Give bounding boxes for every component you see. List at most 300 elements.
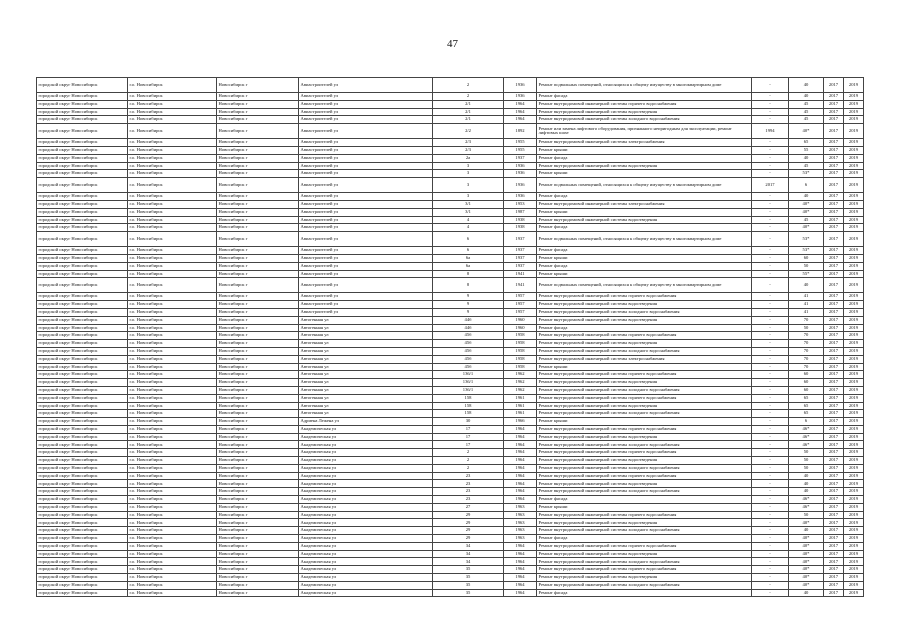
- previous-repair-cell: -: [752, 433, 789, 441]
- previous-repair-cell: -: [752, 200, 789, 208]
- previous-repair-cell: -: [752, 589, 789, 597]
- city-cell: Новосибирск г: [217, 332, 299, 340]
- cost-cell: 70: [789, 355, 824, 363]
- table-row: [37, 519, 864, 527]
- street-cell: Автогенная ул: [299, 316, 433, 324]
- municipality-cell: г.о. Новосибирск: [128, 550, 217, 558]
- end-year-cell: 2019: [844, 193, 864, 201]
- build-year-cell: 1964: [504, 566, 537, 574]
- table-row: [37, 441, 864, 449]
- city-cell: Новосибирск г: [217, 178, 299, 193]
- street-cell: Академическая ул: [299, 503, 433, 511]
- build-year-cell: 1964: [504, 116, 537, 124]
- build-year-cell: 1964: [504, 425, 537, 433]
- table-row: [37, 535, 864, 543]
- build-year-cell: 1938: [504, 216, 537, 224]
- cost-cell: 50: [789, 324, 824, 332]
- start-year-cell: 2017: [824, 386, 844, 394]
- start-year-cell: 2017: [824, 511, 844, 519]
- house-number-cell: 136/1: [433, 371, 504, 379]
- house-number-cell: 17: [433, 433, 504, 441]
- work-type-cell: Ремонт внутридомовой инженерной системы электроснабжения: [537, 355, 752, 363]
- end-year-cell: 2019: [844, 108, 864, 116]
- work-type-cell: Ремонт внутридомовой инженерной системы горячего водоснабжения: [537, 511, 752, 519]
- table-row: [37, 154, 864, 162]
- previous-repair-cell: -: [752, 418, 789, 426]
- cost-cell: 65: [789, 410, 824, 418]
- build-year-cell: 1964: [504, 581, 537, 589]
- end-year-cell: 2019: [844, 124, 864, 139]
- previous-repair-cell: -: [752, 355, 789, 363]
- table-row: [37, 208, 864, 216]
- build-year-cell: 1964: [504, 441, 537, 449]
- city-cell: Новосибирск г: [217, 386, 299, 394]
- table-row: [37, 116, 864, 124]
- street-cell: Академическая ул: [299, 566, 433, 574]
- previous-repair-cell: -: [752, 254, 789, 262]
- street-cell: Академическая ул: [299, 449, 433, 457]
- cost-cell: 40: [789, 193, 824, 201]
- municipality-cell: г.о. Новосибирск: [128, 503, 217, 511]
- okrug-cell: городской округ Новосибирск: [37, 262, 128, 270]
- municipality-cell: г.о. Новосибирск: [128, 324, 217, 332]
- cost-cell: 50: [789, 449, 824, 457]
- house-number-cell: 45б: [433, 332, 504, 340]
- city-cell: Новосибирск г: [217, 418, 299, 426]
- cost-cell: 60: [789, 386, 824, 394]
- house-number-cell: 2: [433, 457, 504, 465]
- house-number-cell: 35: [433, 574, 504, 582]
- table-row: [37, 178, 864, 193]
- cost-cell: 41: [789, 301, 824, 309]
- cost-cell: 40: [789, 78, 824, 93]
- build-year-cell: 1964: [504, 496, 537, 504]
- end-year-cell: 2019: [844, 433, 864, 441]
- house-number-cell: 29: [433, 511, 504, 519]
- street-cell: Автогенная ул: [299, 324, 433, 332]
- city-cell: Новосибирск г: [217, 464, 299, 472]
- okrug-cell: городской округ Новосибирск: [37, 324, 128, 332]
- start-year-cell: 2017: [824, 146, 844, 154]
- end-year-cell: 2019: [844, 316, 864, 324]
- cost-cell: 50: [789, 464, 824, 472]
- table-row: [37, 200, 864, 208]
- street-cell: Академическая ул: [299, 433, 433, 441]
- city-cell: Новосибирск г: [217, 247, 299, 255]
- table-row: [37, 480, 864, 488]
- street-cell: Академическая ул: [299, 488, 433, 496]
- house-number-cell: 8: [433, 278, 504, 293]
- end-year-cell: 2019: [844, 496, 864, 504]
- build-year-cell: 1937: [504, 232, 537, 247]
- start-year-cell: 2017: [824, 503, 844, 511]
- street-cell: Академическая ул: [299, 457, 433, 465]
- end-year-cell: 2019: [844, 542, 864, 550]
- build-year-cell: 1937: [504, 254, 537, 262]
- city-cell: Новосибирск г: [217, 200, 299, 208]
- table-row: [37, 472, 864, 480]
- cost-cell: 53*: [789, 247, 824, 255]
- street-cell: Авиастроителей ул: [299, 146, 433, 154]
- table-row: [37, 355, 864, 363]
- start-year-cell: 2017: [824, 93, 844, 101]
- cost-cell: 50: [789, 511, 824, 519]
- city-cell: Новосибирск г: [217, 170, 299, 178]
- end-year-cell: 2019: [844, 550, 864, 558]
- previous-repair-cell: -: [752, 224, 789, 232]
- work-type-cell: Ремонт внутридомовой инженерной системы водоотведения: [537, 574, 752, 582]
- okrug-cell: городской округ Новосибирск: [37, 208, 128, 216]
- table-row: [37, 457, 864, 465]
- municipality-cell: г.о. Новосибирск: [128, 558, 217, 566]
- end-year-cell: 2019: [844, 154, 864, 162]
- okrug-cell: городской округ Новосибирск: [37, 589, 128, 597]
- previous-repair-cell: -: [752, 108, 789, 116]
- city-cell: Новосибирск г: [217, 146, 299, 154]
- end-year-cell: 2019: [844, 441, 864, 449]
- city-cell: Новосибирск г: [217, 347, 299, 355]
- municipality-cell: г.о. Новосибирск: [128, 170, 217, 178]
- municipality-cell: г.о. Новосибирск: [128, 542, 217, 550]
- start-year-cell: 2017: [824, 363, 844, 371]
- table-row: [37, 93, 864, 101]
- work-type-cell: Ремонт внутридомовой инженерной системы электроснабжения: [537, 139, 752, 147]
- city-cell: Новосибирск г: [217, 324, 299, 332]
- table-row: [37, 589, 864, 597]
- start-year-cell: 2017: [824, 293, 844, 301]
- previous-repair-cell: -: [752, 139, 789, 147]
- work-type-cell: Ремонт или замена лифтового оборудования, признанного непригодным для эксплуатации, ремонт лифтовых шахт: [537, 124, 752, 139]
- build-year-cell: 1963: [504, 535, 537, 543]
- build-year-cell: 1938: [504, 224, 537, 232]
- start-year-cell: 2017: [824, 170, 844, 178]
- municipality-cell: г.о. Новосибирск: [128, 535, 217, 543]
- house-number-cell: 3: [433, 162, 504, 170]
- municipality-cell: г.о. Новосибирск: [128, 332, 217, 340]
- city-cell: Новосибирск г: [217, 535, 299, 543]
- cost-cell: 40*: [789, 519, 824, 527]
- house-number-cell: 29: [433, 519, 504, 527]
- okrug-cell: городской округ Новосибирск: [37, 574, 128, 582]
- end-year-cell: 2019: [844, 340, 864, 348]
- city-cell: Новосибирск г: [217, 496, 299, 504]
- previous-repair-cell: -: [752, 270, 789, 278]
- okrug-cell: городской округ Новосибирск: [37, 78, 128, 93]
- start-year-cell: 2017: [824, 316, 844, 324]
- work-type-cell: Ремонт внутридомовой инженерной системы холодного водоснабжения: [537, 116, 752, 124]
- street-cell: Авиастроителей ул: [299, 200, 433, 208]
- municipality-cell: г.о. Новосибирск: [128, 193, 217, 201]
- okrug-cell: городской округ Новосибирск: [37, 457, 128, 465]
- previous-repair-cell: -: [752, 193, 789, 201]
- table-row: [37, 254, 864, 262]
- city-cell: Новосибирск г: [217, 449, 299, 457]
- house-number-cell: 34: [433, 558, 504, 566]
- previous-repair-cell: -: [752, 301, 789, 309]
- okrug-cell: городской округ Новосибирск: [37, 386, 128, 394]
- okrug-cell: городской округ Новосибирск: [37, 316, 128, 324]
- city-cell: Новосибирск г: [217, 93, 299, 101]
- table-row: [37, 293, 864, 301]
- start-year-cell: 2017: [824, 371, 844, 379]
- build-year-cell: 1957: [504, 308, 537, 316]
- work-type-cell: Ремонт внутридомовой инженерной системы водоотведения: [537, 301, 752, 309]
- previous-repair-cell: -: [752, 457, 789, 465]
- work-type-cell: Ремонт внутридомовой инженерной системы водоотведения: [537, 162, 752, 170]
- end-year-cell: 2019: [844, 170, 864, 178]
- table-row: [37, 316, 864, 324]
- end-year-cell: 2019: [844, 472, 864, 480]
- previous-repair-cell: -: [752, 154, 789, 162]
- municipality-cell: г.о. Новосибирск: [128, 108, 217, 116]
- city-cell: Новосибирск г: [217, 208, 299, 216]
- end-year-cell: 2019: [844, 480, 864, 488]
- work-type-cell: Ремонт фасада: [537, 93, 752, 101]
- city-cell: Новосибирск г: [217, 308, 299, 316]
- table-row: [37, 402, 864, 410]
- street-cell: Авиастроителей ул: [299, 162, 433, 170]
- cost-cell: 46*: [789, 496, 824, 504]
- previous-repair-cell: -: [752, 550, 789, 558]
- start-year-cell: 2017: [824, 558, 844, 566]
- build-year-cell: 1955: [504, 146, 537, 154]
- build-year-cell: 1964: [504, 589, 537, 597]
- end-year-cell: 2019: [844, 293, 864, 301]
- work-type-cell: Ремонт крыши: [537, 270, 752, 278]
- end-year-cell: 2019: [844, 355, 864, 363]
- municipality-cell: г.о. Новосибирск: [128, 224, 217, 232]
- city-cell: Новосибирск г: [217, 511, 299, 519]
- end-year-cell: 2019: [844, 379, 864, 387]
- table-row: [37, 488, 864, 496]
- street-cell: Академическая ул: [299, 441, 433, 449]
- build-year-cell: 1964: [504, 542, 537, 550]
- city-cell: Новосибирск г: [217, 100, 299, 108]
- house-number-cell: 45б: [433, 340, 504, 348]
- table-row: [37, 146, 864, 154]
- start-year-cell: 2017: [824, 340, 844, 348]
- municipality-cell: г.о. Новосибирск: [128, 162, 217, 170]
- build-year-cell: 1936: [504, 162, 537, 170]
- okrug-cell: городской округ Новосибирск: [37, 464, 128, 472]
- end-year-cell: 2019: [844, 139, 864, 147]
- okrug-cell: городской округ Новосибирск: [37, 363, 128, 371]
- end-year-cell: 2019: [844, 371, 864, 379]
- work-type-cell: Ремонт внутридомовой инженерной системы горячего водоснабжения: [537, 394, 752, 402]
- table-row: [37, 270, 864, 278]
- start-year-cell: 2017: [824, 270, 844, 278]
- house-number-cell: 6: [433, 232, 504, 247]
- cost-cell: 40*: [789, 566, 824, 574]
- house-number-cell: 3: [433, 178, 504, 193]
- previous-repair-cell: -: [752, 574, 789, 582]
- previous-repair-cell: -: [752, 146, 789, 154]
- okrug-cell: городской округ Новосибирск: [37, 402, 128, 410]
- city-cell: Новосибирск г: [217, 488, 299, 496]
- house-number-cell: 2: [433, 449, 504, 457]
- house-number-cell: 44б: [433, 324, 504, 332]
- house-number-cell: 3: [433, 170, 504, 178]
- build-year-cell: 1937: [504, 247, 537, 255]
- cost-cell: 40*: [789, 124, 824, 139]
- table-row: [37, 216, 864, 224]
- start-year-cell: 2017: [824, 116, 844, 124]
- municipality-cell: г.о. Новосибирск: [128, 386, 217, 394]
- street-cell: Академическая ул: [299, 472, 433, 480]
- build-year-cell: 1966: [504, 418, 537, 426]
- table-row: [37, 410, 864, 418]
- capital-repair-table: [36, 77, 864, 597]
- table-row: [37, 386, 864, 394]
- city-cell: Новосибирск г: [217, 457, 299, 465]
- table-row: [37, 566, 864, 574]
- city-cell: Новосибирск г: [217, 124, 299, 139]
- okrug-cell: городской округ Новосибирск: [37, 216, 128, 224]
- street-cell: Академическая ул: [299, 527, 433, 535]
- house-number-cell: 45б: [433, 347, 504, 355]
- city-cell: Новосибирск г: [217, 558, 299, 566]
- okrug-cell: городской округ Новосибирск: [37, 200, 128, 208]
- end-year-cell: 2019: [844, 386, 864, 394]
- table-row: [37, 108, 864, 116]
- cost-cell: 40*: [789, 581, 824, 589]
- city-cell: Новосибирск г: [217, 441, 299, 449]
- work-type-cell: Ремонт внутридомовой инженерной системы холодного водоснабжения: [537, 347, 752, 355]
- end-year-cell: 2019: [844, 324, 864, 332]
- house-number-cell: 35: [433, 581, 504, 589]
- end-year-cell: 2019: [844, 216, 864, 224]
- cost-cell: 45: [789, 100, 824, 108]
- end-year-cell: 2019: [844, 503, 864, 511]
- end-year-cell: 2019: [844, 394, 864, 402]
- city-cell: Новосибирск г: [217, 139, 299, 147]
- house-number-cell: 17: [433, 441, 504, 449]
- okrug-cell: городской округ Новосибирск: [37, 293, 128, 301]
- street-cell: Академическая ул: [299, 550, 433, 558]
- end-year-cell: 2019: [844, 332, 864, 340]
- page-number: 47: [447, 38, 458, 50]
- work-type-cell: Ремонт внутридомовой инженерной системы водоотведения: [537, 340, 752, 348]
- city-cell: Новосибирск г: [217, 262, 299, 270]
- previous-repair-cell: -: [752, 379, 789, 387]
- house-number-cell: 45б: [433, 363, 504, 371]
- house-number-cell: 136/1: [433, 379, 504, 387]
- start-year-cell: 2017: [824, 347, 844, 355]
- previous-repair-cell: -: [752, 480, 789, 488]
- end-year-cell: 2019: [844, 589, 864, 597]
- cost-cell: 55*: [789, 270, 824, 278]
- build-year-cell: 1958: [504, 332, 537, 340]
- work-type-cell: Ремонт фасада: [537, 154, 752, 162]
- work-type-cell: Ремонт внутридомовой инженерной системы холодного водоснабжения: [537, 410, 752, 418]
- house-number-cell: 2: [433, 464, 504, 472]
- build-year-cell: 1964: [504, 100, 537, 108]
- okrug-cell: городской округ Новосибирск: [37, 371, 128, 379]
- okrug-cell: городской округ Новосибирск: [37, 355, 128, 363]
- city-cell: Новосибирск г: [217, 316, 299, 324]
- city-cell: Новосибирск г: [217, 425, 299, 433]
- house-number-cell: 2/1: [433, 100, 504, 108]
- build-year-cell: 1963: [504, 519, 537, 527]
- table-row: [37, 324, 864, 332]
- table-row: [37, 124, 864, 139]
- cost-cell: 65: [789, 139, 824, 147]
- start-year-cell: 2017: [824, 589, 844, 597]
- work-type-cell: Ремонт внутридомовой инженерной системы водоотведения: [537, 519, 752, 527]
- municipality-cell: г.о. Новосибирск: [128, 262, 217, 270]
- municipality-cell: г.о. Новосибирск: [128, 418, 217, 426]
- house-number-cell: 4: [433, 224, 504, 232]
- build-year-cell: 1892: [504, 124, 537, 139]
- cost-cell: 50: [789, 457, 824, 465]
- okrug-cell: городской округ Новосибирск: [37, 449, 128, 457]
- okrug-cell: городской округ Новосибирск: [37, 332, 128, 340]
- work-type-cell: Ремонт фасада: [537, 589, 752, 597]
- cost-cell: 45: [789, 162, 824, 170]
- start-year-cell: 2017: [824, 193, 844, 201]
- table-row: [37, 347, 864, 355]
- okrug-cell: городской округ Новосибирск: [37, 503, 128, 511]
- city-cell: Новосибирск г: [217, 566, 299, 574]
- work-type-cell: Ремонт внутридомовой инженерной системы холодного водоснабжения: [537, 386, 752, 394]
- work-type-cell: Ремонт подвальных помещений, относящихся к общему имуществу в многоквартирном доме: [537, 178, 752, 193]
- end-year-cell: 2019: [844, 566, 864, 574]
- cost-cell: 6: [789, 418, 824, 426]
- city-cell: Новосибирск г: [217, 542, 299, 550]
- cost-cell: 60: [789, 254, 824, 262]
- cost-cell: 40*: [789, 574, 824, 582]
- city-cell: Новосибирск г: [217, 162, 299, 170]
- city-cell: Новосибирск г: [217, 480, 299, 488]
- build-year-cell: 1964: [504, 558, 537, 566]
- municipality-cell: г.о. Новосибирск: [128, 574, 217, 582]
- okrug-cell: городской округ Новосибирск: [37, 472, 128, 480]
- house-number-cell: 4: [433, 216, 504, 224]
- end-year-cell: 2019: [844, 208, 864, 216]
- house-number-cell: 23: [433, 480, 504, 488]
- okrug-cell: городской округ Новосибирск: [37, 108, 128, 116]
- work-type-cell: Ремонт фасада: [537, 193, 752, 201]
- start-year-cell: 2017: [824, 394, 844, 402]
- build-year-cell: 1963: [504, 511, 537, 519]
- house-number-cell: 2а: [433, 154, 504, 162]
- previous-repair-cell: 1994: [752, 124, 789, 139]
- work-type-cell: Ремонт внутридомовой инженерной системы горячего водоснабжения: [537, 332, 752, 340]
- okrug-cell: городской округ Новосибирск: [37, 519, 128, 527]
- street-cell: Авиастроителей ул: [299, 278, 433, 293]
- table-row: [37, 511, 864, 519]
- build-year-cell: 1941: [504, 270, 537, 278]
- start-year-cell: 2017: [824, 379, 844, 387]
- end-year-cell: 2019: [844, 418, 864, 426]
- table-row: [37, 363, 864, 371]
- okrug-cell: городской округ Новосибирск: [37, 232, 128, 247]
- build-year-cell: 1964: [504, 574, 537, 582]
- previous-repair-cell: -: [752, 262, 789, 270]
- end-year-cell: 2019: [844, 308, 864, 316]
- previous-repair-cell: -: [752, 527, 789, 535]
- build-year-cell: 1963: [504, 527, 537, 535]
- work-type-cell: Ремонт фасада: [537, 324, 752, 332]
- city-cell: Новосибирск г: [217, 278, 299, 293]
- cost-cell: 50: [789, 262, 824, 270]
- work-type-cell: Ремонт внутридомовой инженерной системы горячего водоснабжения: [537, 371, 752, 379]
- work-type-cell: Ремонт внутридомовой инженерной системы холодного водоснабжения: [537, 558, 752, 566]
- city-cell: Новосибирск г: [217, 232, 299, 247]
- previous-repair-cell: -: [752, 581, 789, 589]
- cost-cell: 65: [789, 402, 824, 410]
- start-year-cell: 2017: [824, 550, 844, 558]
